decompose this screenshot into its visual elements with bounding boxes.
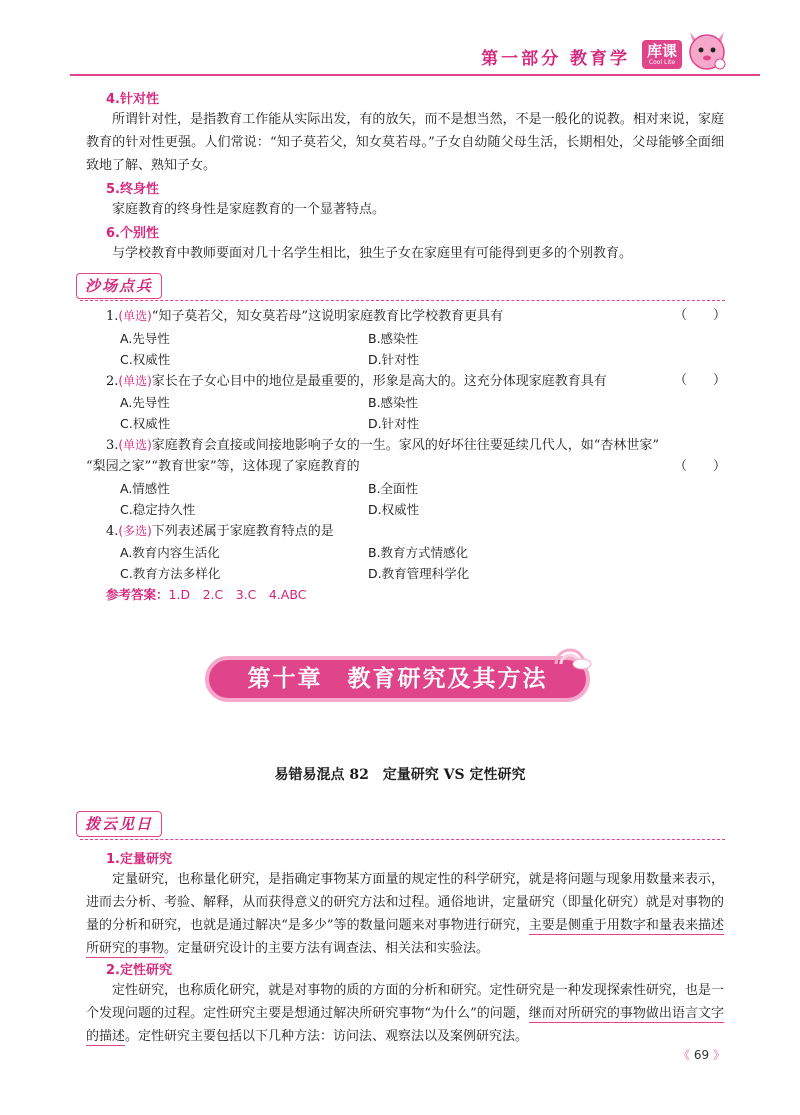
question-text: 家庭教育会直接或间接地影响子女的一生。家风的好坏往往要延续几代人，如“杏林世家” [151,438,660,453]
question-text: “梨园之家”“教育世家”等，这体现了家庭教育的 [86,459,360,474]
paragraph-individual: 与学校教育中教师要面对几十名学生相比，独生子女在家庭里有可能得到更多的个别教育。 [112,246,633,261]
practice-tag: 沙场点兵 [76,273,162,299]
brand-logo [642,40,682,69]
header-title: 第一部分 教育学 [481,49,630,69]
option-4a: A.教育内容生活化 [120,545,220,560]
option-3d: D.权威性 [368,502,420,517]
text-segment: 定性研究，也称质化研究，就是对事物的质的方面的分析和研究。定性研究是一种发现探索性研究，也是一个发现问题的过程。定性研究主要是想通过解决所研究事物“为什么”的问题， [86,983,724,1021]
answer-blank: （ ） [673,308,726,323]
page-number: 《 69 》 [678,1048,725,1062]
answer-blank: （ ） [673,459,726,474]
answer-key-values: 1.D 2.C 3.C 4.ABC [168,587,307,602]
question-text: 家长在子女心目中的地位是最重要的，形象是高大的。这充分体现家庭教育具有 [151,374,607,389]
option-1c: C.权威性 [120,352,171,367]
question-text: 下列表述属于家庭教育特点的是 [151,524,334,539]
option-1d: D.针对性 [368,352,420,367]
insight-divider [80,839,725,840]
logo-subtext: Cool Lite [648,59,676,66]
option-1a: A.先导性 [120,331,170,346]
paragraph-lifelong: 家庭教育的终身性是家庭教育的一个显著特点。 [112,202,386,217]
section-title-targeted: 4.针对性 [106,92,159,107]
topic-subheading: 易错易混点 82 定量研究 VS 定性研究 [274,767,526,783]
option-4c: C.教育方法多样化 [120,566,221,581]
header-divider [70,74,760,76]
answer-blank: （ ） [673,373,726,388]
question-kind: (单选) [118,309,152,323]
question-2 [106,370,726,393]
underlined-key-point: 主要是侧重于用数字和量表来描述所研究的事物 [86,918,724,956]
practice-divider [80,300,725,301]
question-number: 1. [106,309,119,324]
paragraph-quantitative [86,868,724,960]
option-2a: A.先导性 [120,395,170,410]
answer-key [106,585,306,603]
question-text: “知子莫若父，知女莫若母”这说明家庭教育比学校教育更具有 [151,309,504,324]
section-title-lifelong: 5.终身性 [106,182,159,197]
mascot-icon [684,28,730,72]
text-segment: 。定量研究设计的主要方法有调查法、相关法和实验法。 [164,941,490,956]
question-kind: (单选) [118,374,152,388]
paragraph-qualitative [86,979,724,1048]
page-number-value: 69 [693,1048,710,1062]
option-1b: B.感染性 [368,331,419,346]
question-number: 4. [106,524,119,539]
question-kind: (多选) [118,524,152,538]
logo-text: 库课 [646,42,677,60]
question-3 [106,434,726,457]
section-title-quantitative: 1.定量研究 [106,852,172,867]
rainbow-cloud-icon [552,644,592,670]
option-3c: C.稳定持久性 [120,502,196,517]
option-2c: C.权威性 [120,416,171,431]
underlined-key-point: 继而对所研究的事物做出语言文字的描述 [86,1006,724,1044]
question-kind: (单选) [118,438,152,452]
chapter-banner [205,656,590,702]
question-number: 3. [106,438,119,453]
option-4d: D.教育管理科学化 [368,566,470,581]
text-segment: 定量研究，也称量化研究，是指确定事物某方面量的规定性的科学研究，就是将问题与现象用数量来表示，进而去分析、考验、解释，从而获得意义的研究方法和过程。通俗地讲，定量研究（即量化研究）就是对事物的量的分析和研究，也就是通过解决“是多少”等的数量问题来对事物进行研究， [86,872,724,933]
option-4b: B.教育方式情感化 [368,545,469,560]
section-title-qualitative: 2.定性研究 [106,963,172,978]
option-2b: B.感染性 [368,395,419,410]
insight-tag: 拨云见日 [76,811,162,837]
answer-key-label: 参考答案： [106,587,169,602]
option-3b: B.全面性 [368,481,419,496]
chapter-title: 第十章 教育研究及其方法 [247,666,548,692]
question-number: 2. [106,374,119,389]
page-header [0,0,800,80]
question-1 [106,305,726,328]
question-4 [106,520,726,543]
option-3a: A.情感性 [120,481,170,496]
text-segment: 。定性研究主要包括以下几种方法：访问法、观察法以及案例研究法。 [125,1029,529,1044]
question-3-line2 [86,456,726,478]
section-title-individual: 6.个别性 [106,226,159,241]
paragraph-targeted: 所谓针对性，是指教育工作能从实际出发，有的放矢，而不是想当然，不是一般化的说教。相对来说，家庭教育的针对性更强。人们常说：“知子莫若父，知女莫若母。”子女自幼随父母生活，长期相处，父母能够全面细致地了解、熟知子女。 [86,112,724,173]
option-2d: D.针对性 [368,416,420,431]
